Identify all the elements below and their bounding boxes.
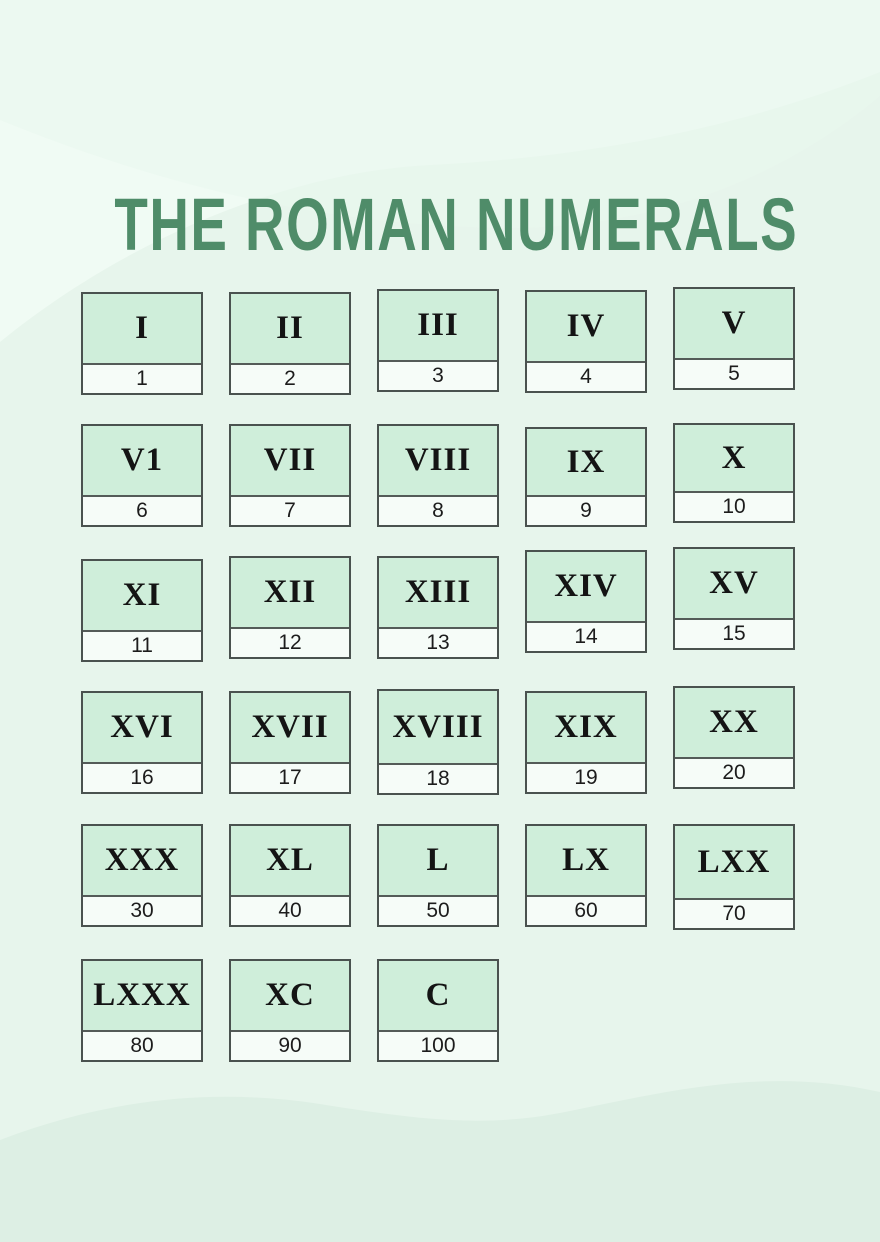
numeral-card-15	[673, 547, 795, 650]
numeral-card-30	[81, 824, 203, 927]
arabic-number: 18	[379, 765, 497, 793]
numeral-card-90	[229, 959, 351, 1062]
numerals-grid	[81, 292, 795, 1062]
arabic-number: 16	[83, 764, 201, 792]
numeral-card-11	[81, 559, 203, 662]
arabic-number: 1	[83, 365, 201, 393]
numeral-card-4	[525, 290, 647, 393]
numeral-card-2	[229, 292, 351, 395]
roman-numeral: IX	[527, 429, 645, 497]
roman-numeral: XII	[231, 558, 349, 629]
roman-numeral: LX	[527, 826, 645, 897]
numeral-card-10	[673, 423, 795, 523]
arabic-number: 5	[675, 360, 793, 388]
arabic-number: 10	[675, 493, 793, 521]
numeral-card-9	[525, 427, 647, 527]
numeral-card-100	[377, 959, 499, 1062]
arabic-number: 19	[527, 764, 645, 792]
roman-numeral: I	[83, 294, 201, 365]
roman-numeral: X	[675, 425, 793, 493]
roman-numeral: VIII	[379, 426, 497, 497]
arabic-number: 60	[527, 897, 645, 925]
arabic-number: 40	[231, 897, 349, 925]
arabic-number: 3	[379, 362, 497, 390]
numeral-card-6	[81, 424, 203, 527]
arabic-number: 100	[379, 1032, 497, 1060]
numeral-card-14	[525, 550, 647, 653]
roman-numeral: V	[675, 289, 793, 360]
numeral-card-1	[81, 292, 203, 395]
roman-numeral: XIII	[379, 558, 497, 629]
roman-numeral: XXX	[83, 826, 201, 897]
numeral-card-70	[673, 824, 795, 930]
roman-numeral: XVII	[231, 693, 349, 764]
roman-numeral: IV	[527, 292, 645, 363]
roman-numeral: XVI	[83, 693, 201, 764]
numeral-card-60	[525, 824, 647, 927]
numeral-card-5	[673, 287, 795, 390]
arabic-number: 11	[83, 632, 201, 660]
arabic-number: 9	[527, 497, 645, 525]
roman-numeral: XX	[675, 688, 793, 759]
arabic-number: 13	[379, 629, 497, 657]
arabic-number: 80	[83, 1032, 201, 1060]
numeral-card-18	[377, 689, 499, 795]
arabic-number: 6	[83, 497, 201, 525]
roman-numeral: LXX	[675, 826, 793, 900]
arabic-number: 12	[231, 629, 349, 657]
roman-numeral: V1	[83, 426, 201, 497]
arabic-number: 20	[675, 759, 793, 787]
roman-numeral: XVIII	[379, 691, 497, 765]
roman-numeral: XV	[675, 549, 793, 620]
arabic-number: 7	[231, 497, 349, 525]
roman-numeral: L	[379, 826, 497, 897]
roman-numeral: XIX	[527, 693, 645, 764]
numeral-card-19	[525, 691, 647, 794]
roman-numeral: C	[379, 961, 497, 1032]
arabic-number: 8	[379, 497, 497, 525]
arabic-number: 2	[231, 365, 349, 393]
numeral-card-80	[81, 959, 203, 1062]
roman-numeral: XIV	[527, 552, 645, 623]
arabic-number: 4	[527, 363, 645, 391]
roman-numeral: XI	[83, 561, 201, 632]
arabic-number: 17	[231, 764, 349, 792]
numeral-card-16	[81, 691, 203, 794]
roman-numeral: II	[231, 294, 349, 365]
numeral-card-7	[229, 424, 351, 527]
numeral-card-8	[377, 424, 499, 527]
numeral-card-20	[673, 686, 795, 789]
numeral-card-12	[229, 556, 351, 659]
roman-numeral: VII	[231, 426, 349, 497]
numeral-card-40	[229, 824, 351, 927]
arabic-number: 14	[527, 623, 645, 651]
arabic-number: 15	[675, 620, 793, 648]
arabic-number: 70	[675, 900, 793, 928]
roman-numeral: III	[379, 291, 497, 362]
numeral-card-17	[229, 691, 351, 794]
roman-numeral: LXXX	[83, 961, 201, 1032]
numeral-card-50	[377, 824, 499, 927]
roman-numeral: XC	[231, 961, 349, 1032]
page-title: THE ROMAN NUMERALS	[114, 182, 799, 266]
roman-numeral: XL	[231, 826, 349, 897]
numeral-card-3	[377, 289, 499, 392]
arabic-number: 90	[231, 1032, 349, 1060]
arabic-number: 50	[379, 897, 497, 925]
arabic-number: 30	[83, 897, 201, 925]
numeral-card-13	[377, 556, 499, 659]
